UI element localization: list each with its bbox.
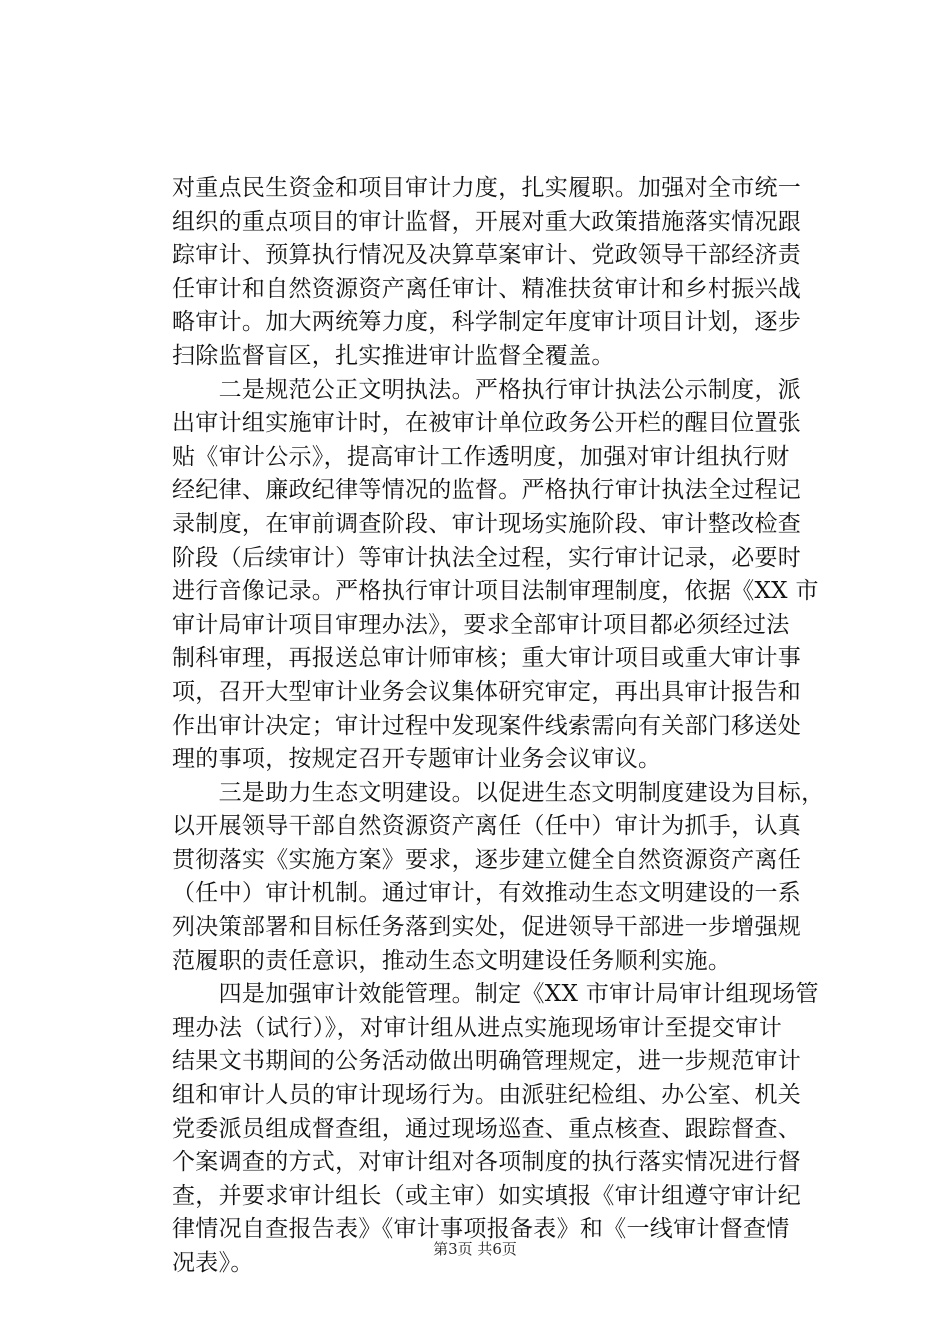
text-line: 录制度，在审前调查阶段、审计现场实施阶段、审计整改检查 [172,510,802,537]
text-line: 作出审计决定；审计过程中发现案件线索需向有关部门移送处 [172,712,802,739]
text-line: 理的事项，按规定召开专题审计业务会议审议。 [172,746,662,773]
body-text [172,172,825,1281]
text-line: 对重点民生资金和项目审计力度，扎实履职。加强对全市统一 [172,175,802,201]
text-line: 二是规范公正文明执法。严格执行审计执法公示制度，派 [172,376,802,403]
text-line: 阶段（后续审计）等审计执法全过程，实行审计记录，必要时 [172,544,802,571]
text-line: （任中）审计机制。通过审计，有效推动生态文明建设的一系 [172,880,802,907]
text-line: 党委派员组成督查组，通过现场巡查、重点核查、跟踪督查、 [172,1115,802,1142]
text-line: 四是加强审计效能管理。制定《XX 市审计局审计组现场管 [172,981,819,1008]
text-line: 理办法（试行）》，对审计组从进点实施现场审计至提交审计 [172,1014,782,1041]
text-line: 贴《审计公示》，提高审计工作透明度，加强对审计组执行财 [172,443,790,470]
text-line: 出审计组实施审计时，在被审计单位政务公开栏的醒目位置张 [172,410,802,437]
text-line: 进行音像记录。严格执行审计项目法制审理制度，依据《XX 市 [172,578,819,605]
text-line: 项，召开大型审计业务会议集体研究审定，再出具审计报告和 [172,678,802,705]
text-line: 任审计和自然资源资产离任审计、精准扶贫审计和乡村振兴战 [172,275,802,302]
text-line: 范履职的责任意识，推动生态文明建设任务顺利实施。 [172,947,732,974]
text-line: 组织的重点项目的审计监督，开展对重大政策措施落实情况跟 [172,208,802,235]
text-line: 况表》。 [172,1250,254,1276]
text-line: 组和审计人员的审计现场行为。由派驻纪检组、办公室、机关 [172,1082,802,1109]
text-line: 结果文书期间的公务活动做出明确管理规定，进一步规范审计 [172,1048,802,1075]
text-line: 制科审理，再报送总审计师审核；重大审计项目或重大审计事 [172,645,802,672]
text-line: 三是助力生态文明建设。以促进生态文明制度建设为目标， [172,779,825,806]
text-line: 贯彻落实《实施方案》要求，逐步建立健全自然资源资产离任 [172,846,802,873]
text-line: 个案调查的方式，对审计组对各项制度的执行落实情况进行督 [172,1149,802,1176]
text-line: 律情况自查报告表》《审计事项报备表》和《一线审计督查情 [172,1216,790,1243]
text-line: 以开展领导干部自然资源资产离任（任中）审计为抓手，认真 [172,813,802,840]
text-line: 略审计。加大两统筹力度，科学制定年度审计项目计划，逐步 [172,309,802,336]
text-line: 查，并要求审计组长（或主审）如实填报《审计组遵守审计纪 [172,1182,802,1209]
text-line: 扫除监督盲区，扎实推进审计监督全覆盖。 [172,342,615,369]
page-number: 第3页 共6页 [433,1240,517,1258]
text-line: 经纪律、廉政纪律等情况的监督。严格执行审计执法全过程记 [172,477,802,504]
text-line: 列决策部署和目标任务落到实处，促进领导干部进一步增强规 [172,914,802,941]
text-line: 审计局审计项目审理办法》，要求全部审计项目都必须经过法 [172,611,790,638]
text-line: 踪审计、预算执行情况及决算草案审计、党政领导干部经济责 [172,242,802,269]
